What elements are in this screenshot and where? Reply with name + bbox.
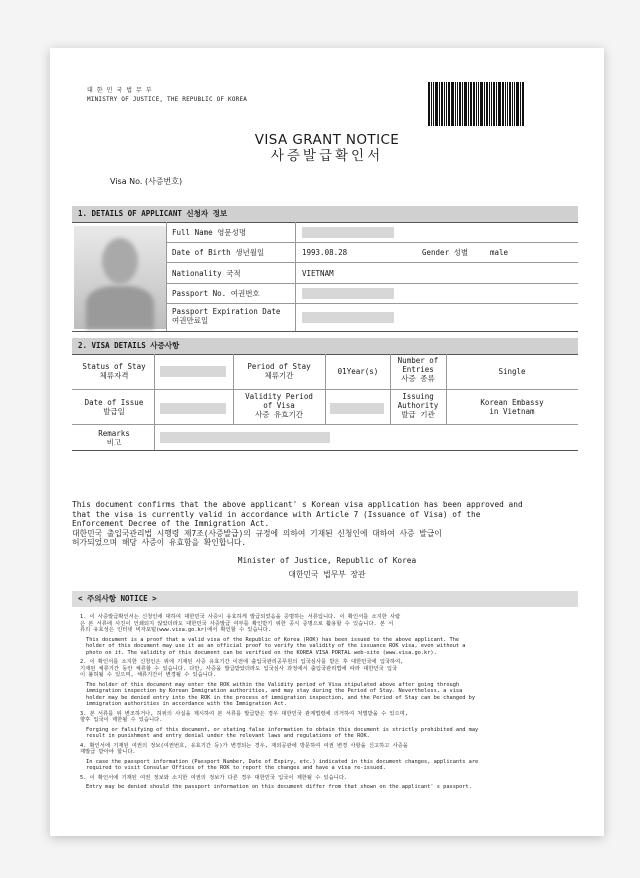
notice-item-ko: 1. 이 사증발급확인서는 신청인에 대하여 대한민국 사증이 유효하게 발급되었음을 증명하는 서류입니다. 이 확인서를 소지한 사람 은 본 서류에 사진이 인쇄되지 않았더라도 대한민국 사증발급 여부를 확인받기 위한 공식 증명으로 활용할 수 있습니다. 본 서 류의 유효성은 인터넷 비자포털(www.visa.go.kr)에서 확인할 수 있습니다. [80,614,401,633]
passport-exp-value [302,312,394,323]
visa-document [50,48,604,836]
gender-value: male [490,248,509,257]
validity-period-value [330,403,384,414]
entries-value: Single [498,367,526,376]
section-visa-header: 2. VISA DETAILS 사증사항 [72,338,578,354]
notice-item-ko: 4. 확인서에 기재된 여권의 정보(여권번호, 유효기간 등)가 변경되는 경우, 재외공관에 방문하여 여권 변경 사항을 신고하고 사증을 재발급 받아야 합니다. [80,742,408,755]
barcode [428,82,526,126]
period-of-stay-label: Period of Stay 체류기간 [247,362,311,380]
passport-no-value [302,288,394,299]
section-applicant-header: 1. DETAILS OF APPLICANT 신청자 정보 [72,206,578,222]
issuing-authority-label: Issuing Authority 발급 기관 [397,392,439,419]
notice-item-en: Entry may be denied should the passport information on this document differ from that shown on the applicant' s passport. [86,784,472,790]
signatory-ko: 대한민국 법무부 장관 [288,570,366,579]
title-en: VISA GRANT NOTICE [254,132,400,148]
dob-value: 1993.08.28 [302,248,348,257]
notice-list [80,614,578,794]
notice-item-en: The holder of this document may enter the ROK within the Validity period of Visa stipulated above after going through immigration inspection by Korean Immigration authorities, and may stay during the Period of Stay. Nevertheless, a visa holder may be denied entry into the ROK in the process of immigration inspection, and the Period of Stay can be changed by immigration authorities in accordance with the Immigration Act. [86,681,476,707]
passport-no-label: Passport No. 여권번호 [172,289,260,298]
date-of-issue-value [160,403,226,414]
notice-item-ko: 2. 이 확인서를 소지한 신청인은 위에 기재된 사증 유효기간 이전에 출입국관리공무원의 입국심사를 받은 후 대한민국에 입국하여, 기재된 체류기간 동안 체류할 수 있습니다. 다만, 사증을 발급받았더라도 입국심사 과정에서 출입국관리법에 따라 대한민국 입국 이 불허될 수 있으며, 체류기간이 변경될 수 있습니다. [80,659,404,678]
full-name-label: Full Name 영문성명 [172,228,247,237]
remarks-value [160,432,330,443]
notice-item-en: This document is a proof that a valid visa of the Republic of Korea (ROK) has been issued to the above applicant. The holder of this document may use it as an official proof to verify the validity of the issuance ROK visa, even without a photo on it. The validity of this document can be verified on the KOREA VISA PORTAL web-site (www.visa.go.kr). [86,636,466,656]
ministry-header [87,86,247,104]
passport-exp-label: Passport Expiration Date 여권만료일 [172,307,281,325]
gender-label: Gender 성별 [422,248,469,257]
nationality-label: Nationality 국적 [172,269,241,278]
nationality-value: VIETNAM [302,269,334,278]
signatory-en: Minister of Justice, Republic of Korea [237,556,417,565]
title-ko: 사증발급확인서 [270,148,384,164]
notice-item-en: In case the passport information (Passport Number, Date of Expiry, etc.) indicated in this document changes, applicants are required to visit Consular Offices of the ROK to report the changes and have a visa re-issued. [86,758,479,771]
ministry-name-en: MINISTRY OF JUSTICE, THE REPUBLIC OF KOREA [87,96,248,103]
remarks-label: Remarks 비고 [98,429,130,447]
issuing-authority-value: Korean Embassy in Vietnam [480,398,544,416]
notice-item-ko: 3. 본 서류를 위 변조하거나, 허위의 사실을 제시하여 본 서류를 발급받은 경우 대한민국 관계법령에 의거하여 처벌받을 수 있으며, 향후 입국이 제한될 수 있습니다. [80,710,408,723]
notice-item-ko: 5. 이 확인서에 기재된 여권 정보와 소지한 여권의 정보가 다른 경우 대한민국 입국이 제한될 수 있습니다. [80,774,348,781]
visa-no-label: Visa No. (사증번호) [110,177,183,186]
notice-item-en: Forging or falsifying of this document, or stating false information to obtain this document is strictly prohibited and may result in punishment and entry denial under the relevant laws and regulations of the ROK. [86,726,479,739]
full-name-value [302,227,394,238]
dob-label: Date of Birth 생년월일 [172,248,265,257]
period-of-stay-value: 01Year(s) [337,367,379,376]
document-title [50,132,604,164]
validity-period-label: Validity Period of Visa 사증 유효기간 [245,392,313,419]
date-of-issue-label: Date of Issue 발급일 [84,398,144,416]
status-of-stay-label: Status of Stay 체류자격 [82,362,146,380]
notice-header: < 주의사항 NOTICE > [72,591,578,607]
confirmation-statement: This document confirms that the above applicant' s Korean visa application has been approved and that the visa is currently valid in accordance with Article 7 (Issuance of Visa) of the Enforcement Decree of the Immigration Act. 대한민국 출입국관리법 시행령 제7조(사증발급)의 규정에 의하여 기재된 신청인에 대하여 사증 발급이 허가되었으며 해당 사증이 유효함을 확인합니다. [72,500,523,548]
applicant-photo [74,226,166,329]
ministry-name-ko: 대 한 민 국 법 무 부 [87,87,152,94]
entries-label: Number of Entries 사증 종류 [397,356,439,383]
status-of-stay-value [160,366,226,377]
